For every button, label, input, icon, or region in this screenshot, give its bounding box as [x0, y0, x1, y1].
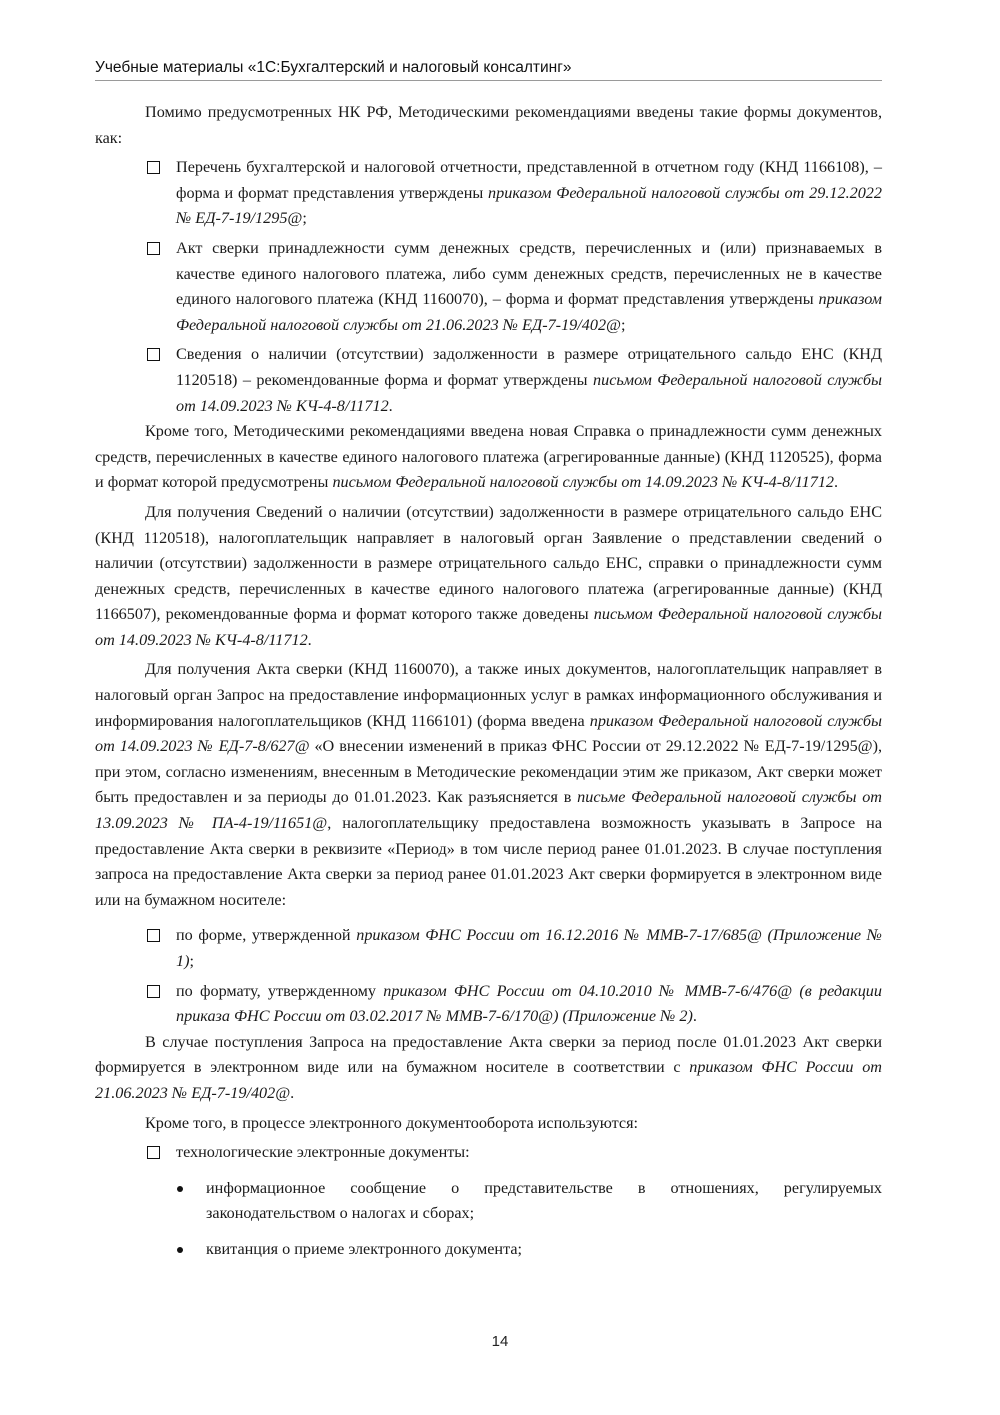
form-item-ref: приказом Федеральной налоговой службы от 21.06.2023 № ЕД-7-19/402@: [176, 290, 882, 334]
form-list-item-2: Акт сверки принадлежности сумм денежных средств, перечисленных и (или) признаваемых в качестве единого налогового платежа, либо сумм денежных средств, перечисленных не в качестве единого налогового платежа (КНД 1160070), – форма и формат представления утверждены приказом Федеральной налоговой службы от 21.06.2023 № ЕД-7-19/402@;: [95, 236, 882, 338]
paragraph-svedeniya: Для получения Сведений о наличии (отсутствии) задолженности в размере отрицательного сальдо ЕНС (КНД 1120518), налогоплательщик направляет в налоговый орган Заявление о представлении сведений о наличии (отсутствии) задолженности в размере отрицательного сальдо ЕНС, справки о принадлежности сумм денежных средств, перечисленных в качестве единого налогового платежа (агрегированные данные) (КНД 1166507), рекомендованные форма и формат которого также доведены письмом Федеральной налоговой службы от 14.09.2023 № КЧ-4-8/11712.: [95, 502, 882, 649]
page-number: 14: [491, 1333, 509, 1350]
form-list-item-3: Сведения о наличии (отсутствии) задолженности в размере отрицательного сальдо ЕНС (КНД 1120518) – рекомендованные форма и формат утверждены письмом Федеральной налоговой службы от 14.09.2023 № КЧ-4-8/11712.: [95, 342, 882, 419]
paragraph-edo: Кроме того, в процессе электронного документооборота используются:: [145, 1113, 639, 1132]
document-body: [95, 100, 882, 1263]
checkbox-bullet-icon: [147, 985, 160, 998]
paragraph-akt-sverki: Для получения Акта сверки (КНД 1160070), а также иных документов, налогоплательщик направляет в налоговый орган Запрос на предоставление информационных услуг в рамках информационного обслуживания и информирования налогоплательщиков (КНД 1166101) (форма введена приказом Федеральной налоговой службы от 14.09.2023 № ЕД-7-8/627@ «О внесении изменений в приказ ФНС России от 29.12.2022 № ЕД-7-19/1295@), при этом, согласно изменениям, внесенным в Методические рекомендации этим же приказом, Акт сверки может быть предоставлен и за периоды до 01.01.2023. Как разъясняется в письме Федеральной налоговой службы от 13.09.2023 № ПА-4-19/11651@, налогоплательщику предоставлена возможность указывать в Запросе на предоставление Акта сверки в реквизите «Период» в том числе период ранее 01.01.2023. В случае поступления запроса на предоставление Акта сверки за период ранее 01.01.2023 Акт сверки формируется в электронном виде или на бумажном носителе:: [95, 660, 883, 909]
legal-reference: письмом Федеральной налоговой службы от 14.09.2023 № КЧ-4-8/11712: [332, 473, 835, 492]
form-item-text: Сведения о наличии (отсутствии) задолженности в размере отрицательного сальдо ЕНС (КНД 1120518) – рекомендованные форма и формат утверждены: [176, 345, 882, 389]
legal-reference: приказом ФНС России от 04.10.2010 № ММВ-7-6/476@ (в редакции приказа ФНС России от 03.02.2017 № ММВ-7-6/170@) (Приложение № 2): [176, 981, 882, 1026]
form-item-ref: письмом Федеральной налоговой службы от 14.09.2023 № КЧ-4-8/11712: [176, 370, 882, 415]
tech-docs-item: технологические электронные документы:: [95, 1140, 882, 1166]
form-item-text: Акт сверки принадлежности сумм денежных средств, перечисленных и (или) признаваемых в качестве единого налогового платежа, либо сумм денежных средств, перечисленных не в качестве единого налогового платежа (КНД 1160070), – форма и формат представления утверждены: [176, 238, 882, 309]
form-item-ref: приказом Федеральной налоговой службы от 29.12.2022 № ЕД-7-19/1295@: [176, 183, 882, 228]
checkbox-bullet-icon: [147, 348, 160, 361]
bullet-item-1: информационное сообщение о представительстве в отношениях, регулируемых законодательством о налогах и сборах;: [95, 1176, 882, 1227]
page-header: Учебные материалы «1С:Бухгалтерский и налоговый консалтинг»: [95, 59, 882, 81]
intro-paragraph: Помимо предусмотренных НК РФ, Методическими рекомендациями введены такие формы документов, как:: [95, 103, 882, 147]
checkbox-bullet-icon: [147, 929, 160, 942]
bullet-dot-icon: [177, 1247, 183, 1253]
checkbox-bullet-icon: [147, 161, 160, 174]
checkbox-bullet-icon: [147, 242, 160, 255]
form-list-item-1: Перечень бухгалтерской и налоговой отчетности, представленной в отчетном году (КНД 1166108), – форма и формат представления утверждены приказом Федеральной налоговой службы от 29.12.2022 № ЕД-7-19/1295@;: [95, 155, 882, 232]
format-list-item-2: по формату, утвержденному приказом ФНС России от 04.10.2010 № ММВ-7-6/476@ (в редакции приказа ФНС России от 03.02.2017 № ММВ-7-6/170@) (Приложение № 2).: [95, 979, 882, 1030]
legal-reference: письмом Федеральной налоговой службы от 14.09.2023 № КЧ-4-8/11712: [95, 605, 882, 649]
legal-reference: приказом ФНС России от 21.06.2023 № ЕД-7-19/402@: [95, 1058, 882, 1102]
legal-reference: приказом Федеральной налоговой службы от 14.09.2023 № ЕД-7-8/627@: [95, 711, 882, 756]
legal-reference: приказом ФНС России от 16.12.2016 № ММВ-7-17/685@ (Приложение № 1): [176, 926, 882, 970]
form-item-text: Перечень бухгалтерской и налоговой отчетности, представленной в отчетном году (КНД 1166108), – форма и формат представления утверждены: [176, 158, 882, 202]
paragraph-after-2023: В случае поступления Запроса на предоставление Акта сверки за период после 01.01.2023 Акт сверки формируется в электронном виде или на бумажном носителе в соответствии с приказом ФНС России от 21.06.2023 № ЕД-7-19/402@.: [95, 1032, 882, 1102]
bullet-item-2: квитанция о приеме электронного документа;: [95, 1237, 882, 1263]
legal-reference: письме Федеральной налоговой службы от 13.09.2023 № ПА-4-19/11651@: [95, 788, 882, 833]
checkbox-bullet-icon: [147, 1146, 160, 1159]
bullet-dot-icon: [177, 1186, 183, 1192]
paragraph-spravka: Кроме того, Методическими рекомендациями введена новая Справка о принадлежности сумм денежных средств, перечисленных в качестве единого налогового платежа (агрегированные данные) (КНД 1120525), форма и формат которой предусмотрены письмом Федеральной налоговой службы от 14.09.2023 № КЧ-4-8/11712.: [95, 422, 882, 492]
format-list-item-1: по форме, утвержденной приказом ФНС России от 16.12.2016 № ММВ-7-17/685@ (Приложение № 1);: [95, 923, 882, 974]
